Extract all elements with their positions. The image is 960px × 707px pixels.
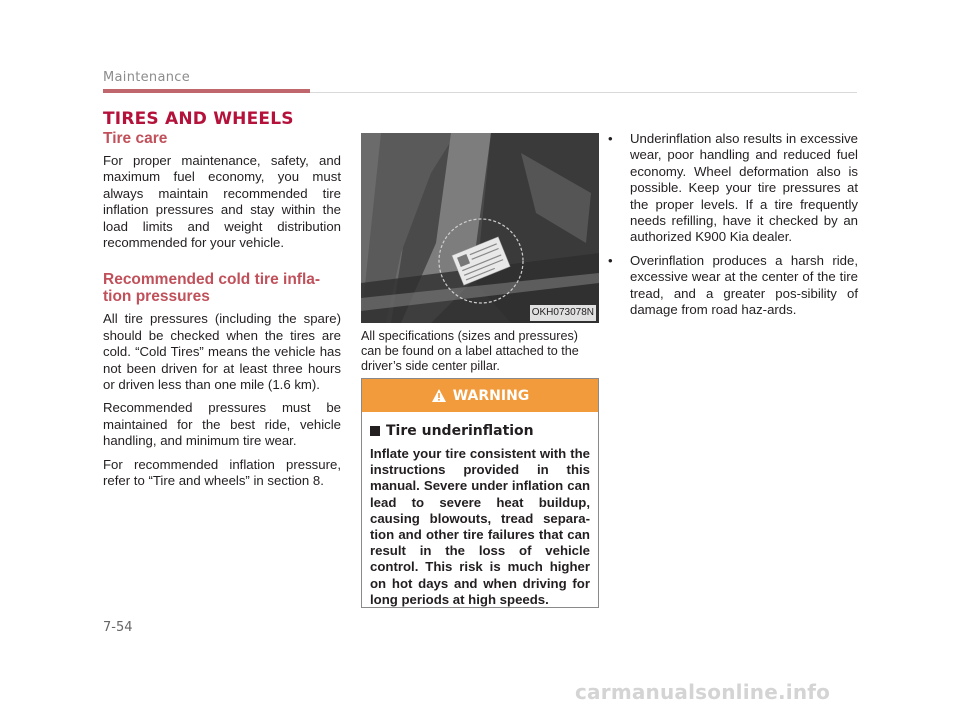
tire-label-photo bbox=[361, 133, 599, 323]
cold-pressure-paragraph-2: Recommended pressures must be maintained for the best ride, vehicle handling, and minimum tire wear. bbox=[103, 400, 341, 449]
warning-title: Tire underinflation bbox=[386, 423, 534, 439]
header-rule bbox=[310, 92, 857, 93]
square-bullet-icon bbox=[370, 426, 380, 436]
cold-pressure-heading: Recommended cold tire infla-tion pressures bbox=[103, 271, 321, 306]
tire-care-heading: Tire care bbox=[103, 130, 168, 147]
door-pillar-illustration bbox=[361, 133, 599, 323]
page-number: 7-54 bbox=[103, 620, 133, 635]
header-accent-bar bbox=[103, 89, 310, 93]
page-title: TIRES AND WHEELS bbox=[103, 109, 294, 129]
section-label: Maintenance bbox=[103, 70, 191, 85]
figure-code: OKH073078N bbox=[530, 305, 596, 321]
column-middle bbox=[361, 133, 599, 381]
inflation-bullet-list bbox=[606, 131, 858, 318]
tire-care-paragraph: For proper maintenance, safety, and maximum fuel economy, you must always maintain recommended tire inflation pressures and stay within the load limits and weight distribution recommended for your vehicle. bbox=[103, 153, 341, 251]
warning-triangle-icon bbox=[431, 388, 447, 403]
warning-label: WARNING bbox=[452, 387, 530, 404]
watermark: carmanualsonline.info bbox=[575, 680, 831, 704]
cold-pressure-paragraph-3: For recommended inflation pressure, refer to “Tire and wheels” in section 8. bbox=[103, 456, 341, 489]
column-left bbox=[103, 130, 341, 497]
cold-pressure-paragraph-1: All tire pressures (including the spare) should be checked when the tires are cold. “Cold Tires” means the vehicle has not been driven for at least three hours or driven less than one mile (1.6 km). bbox=[103, 311, 341, 393]
warning-title-row bbox=[370, 423, 590, 439]
list-item: • Overinflation produces a harsh ride, excessive wear at the center of the tire tread, and a greater pos-sibility of damage from road haz-ards. bbox=[606, 253, 858, 319]
warning-box bbox=[361, 378, 599, 608]
warning-header bbox=[362, 379, 598, 412]
column-right bbox=[606, 131, 858, 325]
list-item: • Underinflation also results in excessive wear, poor handling and reduced fuel economy. Wheel deformation also is possible. Keep your tire pressures at the proper levels. If a tire frequently needs refilling, have it checked by an authorized K900 Kia dealer. bbox=[606, 131, 858, 246]
warning-text: Inflate your tire consistent with the instructions provided in this manual. Severe under inflation can lead to severe heat buildup, causing blowouts, tread separa-tion and other tire failures that can result in the loss of vehicle control. This risk is much higher on hot days and when driving for long periods at high speeds. bbox=[370, 446, 590, 607]
figure-caption: All specifications (sizes and pressures) can be found on a label attached to the driver’s side center pillar. bbox=[361, 329, 579, 373]
